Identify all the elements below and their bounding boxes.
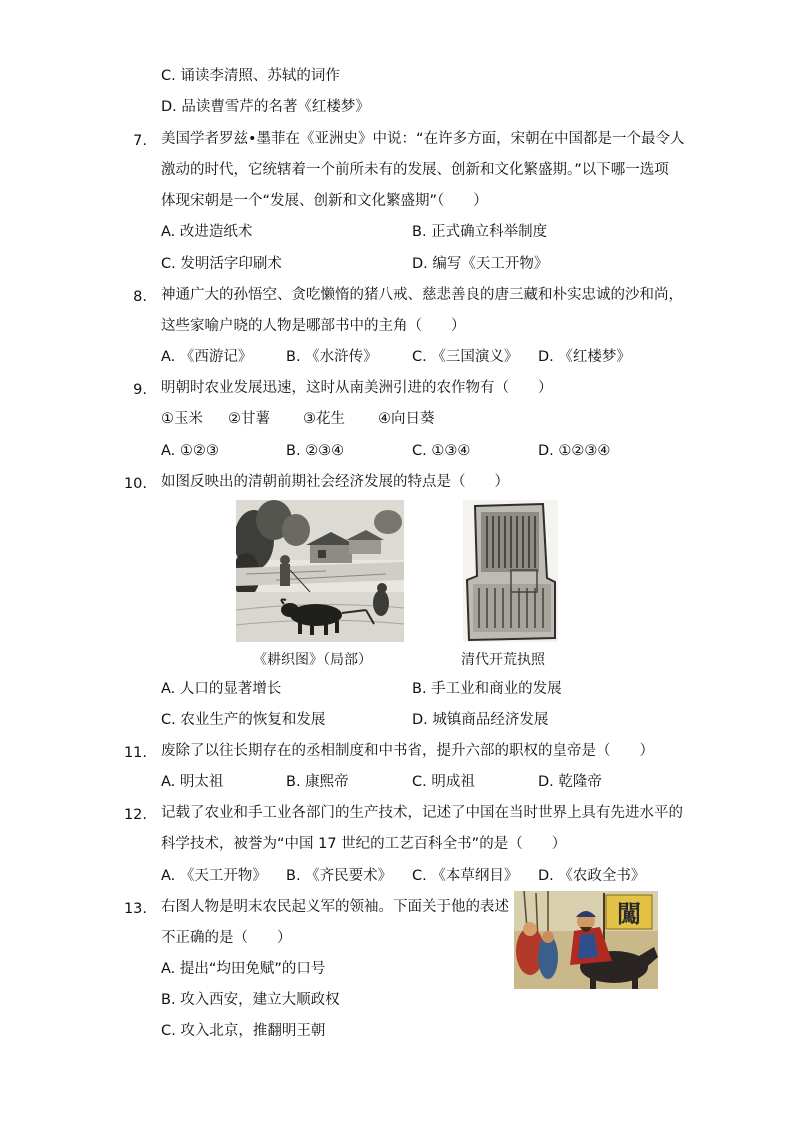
q13-option-a: A. 提出“均田免赋”的口号 xyxy=(161,961,326,977)
q7-stem-line-1: 美国学者罗兹•墨菲在《亚洲史》中说：“在许多方面，宋朝在中国都是一个最令人 xyxy=(161,131,685,147)
q8-option-a: A. 《西游记》 xyxy=(161,349,253,365)
q6-option-c: C. 诵读李清照、苏轼的词作 xyxy=(161,68,340,84)
q13-stem-line-1: 右图人物是明末农民起义军的领袖。下面关于他的表述 xyxy=(161,899,509,915)
q7-option-c: C. 发明活字印刷术 xyxy=(161,256,282,272)
q9-number: 9. xyxy=(133,382,147,398)
q6-option-d: D. 品读曹雪芹的名著《红楼梦》 xyxy=(161,99,370,115)
q11-option-b: B. 康熙帝 xyxy=(286,774,349,790)
q9-option-a: A. ①②③ xyxy=(161,443,219,459)
q13-option-b: B. 攻入西安，建立大顺政权 xyxy=(161,992,340,1008)
q8-option-b: B. 《水浒传》 xyxy=(286,349,378,365)
q12-option-a: A. 《天工开物》 xyxy=(161,868,267,884)
q11-stem-line-1: 废除了以往长期存在的丞相制度和中书省，提升六部的职权的皇帝是（ ） xyxy=(161,743,654,759)
q7-option-a: A. 改进造纸术 xyxy=(161,224,253,240)
q11-option-d: D. 乾隆帝 xyxy=(538,774,602,790)
q10-option-c: C. 农业生产的恢复和发展 xyxy=(161,712,326,728)
q8-stem-line-1: 神通广大的孙悟空、贪吃懒惰的猪八戒、慈悲善良的唐三藏和朴实忠诚的沙和尚， xyxy=(161,287,683,303)
q10-stem-line-1: 如图反映出的清朝前期社会经济发展的特点是（ ） xyxy=(161,474,509,490)
q10-option-b: B. 手工业和商业的发展 xyxy=(412,681,562,697)
q9-option-b: B. ②③④ xyxy=(286,443,345,459)
banner-character: 闖 xyxy=(617,899,641,928)
q10-option-d: D. 城镇商品经济发展 xyxy=(412,712,549,728)
q12-number: 12. xyxy=(123,807,147,823)
q11-number: 11. xyxy=(123,745,147,761)
q7-option-b: B. 正式确立科举制度 xyxy=(412,224,548,240)
q13-stem-line-2: 不正确的是（ ） xyxy=(161,930,292,946)
q8-number: 8. xyxy=(133,289,147,305)
peasant-leader-image xyxy=(514,891,658,989)
q7-stem-line-2: 激动的时代，它统辖着一个前所未有的发展、创新和文化繁盛期。”以下哪一选项 xyxy=(161,162,669,178)
q13-number: 13. xyxy=(123,901,147,917)
q12-option-d: D. 《农政全书》 xyxy=(538,868,646,884)
certificate-caption: 清代开荒执照 xyxy=(461,652,545,668)
q10-option-a: A. 人口的显著增长 xyxy=(161,681,282,697)
q9-option-c: C. ①③④ xyxy=(412,443,471,459)
q7-stem-line-3: 体现宋朝是一个“发展、创新和文化繁盛期”（ ） xyxy=(161,193,488,209)
q10-number: 10. xyxy=(123,476,147,492)
q11-option-c: C. 明成祖 xyxy=(412,774,475,790)
q9-item-4: ④向日葵 xyxy=(378,411,435,427)
q9-item-3: ③花生 xyxy=(303,411,345,427)
q9-option-d: D. ①②③④ xyxy=(538,443,611,459)
farming-scene-image xyxy=(236,500,404,642)
q9-item-1: ①玉米 xyxy=(161,411,203,427)
q13-option-c: C. 攻入北京，推翻明王朝 xyxy=(161,1023,326,1039)
q8-option-d: D. 《红楼梦》 xyxy=(538,349,631,365)
q12-stem-line-2: 科学技术，被誉为“中国 17 世纪的工艺百科全书”的是（ ） xyxy=(161,836,567,852)
q9-item-2: ②甘薯 xyxy=(228,411,270,427)
q8-stem-line-2: 这些家喻户晓的人物是哪部书中的主角（ ） xyxy=(161,318,466,334)
q7-option-d: D. 编写《天工开物》 xyxy=(412,256,549,272)
land-reclamation-certificate-image xyxy=(463,500,558,642)
q9-stem-line-1: 明朝时农业发展迅速，这时从南美洲引进的农作物有（ ） xyxy=(161,380,553,396)
q11-option-a: A. 明太祖 xyxy=(161,774,224,790)
q12-stem-line-1: 记载了农业和手工业各部门的生产技术，记述了中国在当时世界上具有先进水平的 xyxy=(161,805,683,821)
q7-number: 7. xyxy=(133,133,147,149)
q12-option-c: C. 《本草纲目》 xyxy=(412,868,519,884)
q12-option-b: B. 《齐民要术》 xyxy=(286,868,393,884)
farming-scene-caption: 《耕织图》（局部） xyxy=(253,652,372,668)
q8-option-c: C. 《三国演义》 xyxy=(412,349,519,365)
